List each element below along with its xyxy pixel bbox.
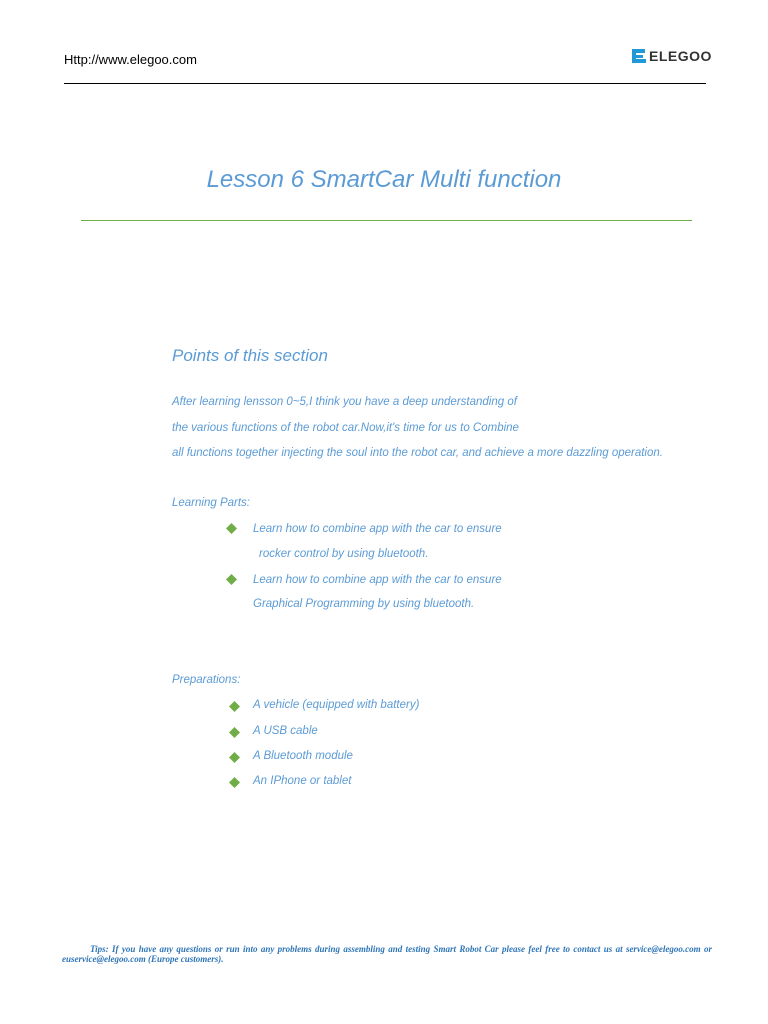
elegoo-logo-icon: [630, 47, 648, 65]
title-divider: [81, 220, 692, 221]
preparation-item: A vehicle (equipped with battery): [253, 699, 420, 711]
learning-part-item-continued: rocker control by using bluetooth.: [259, 548, 429, 560]
logo-text: ELEGOO: [649, 48, 712, 64]
section-heading: Points of this section: [172, 346, 328, 365]
preparations-label: Preparations:: [172, 674, 241, 686]
learning-part-item-continued: Graphical Programming by using bluetooth.: [253, 598, 475, 610]
diamond-bullet-icon: [226, 523, 237, 534]
header-divider: [64, 83, 706, 84]
diamond-bullet-icon: [229, 777, 240, 788]
footer-tips: [62, 944, 712, 964]
diamond-bullet-icon: [229, 727, 240, 738]
preparation-item: An IPhone or tablet: [253, 775, 352, 787]
intro-line: all functions together injecting the soul into the robot car, and achieve a more dazzling operation.: [172, 447, 663, 459]
header-url[interactable]: Http://www.elegoo.com: [64, 52, 197, 67]
learning-part-item: Learn how to combine app with the car to ensure: [253, 523, 502, 535]
learning-part-item: Learn how to combine app with the car to ensure: [253, 574, 502, 586]
diamond-bullet-icon: [229, 752, 240, 763]
page-title: Lesson 6 SmartCar Multi function: [206, 166, 562, 193]
elegoo-logo: [630, 46, 712, 66]
preparation-item: A USB cable: [253, 725, 318, 737]
footer-tips-text: Tips: If you have any questions or run into any problems during assembling and testing Smart Robot Car please feel free to contact us at service@elegoo.com or euservice@elegoo.com (Europe customers).: [62, 944, 712, 964]
intro-line: the various functions of the robot car.Now,it's time for us to Combine: [172, 422, 519, 434]
diamond-bullet-icon: [226, 574, 237, 585]
diamond-bullet-icon: [229, 701, 240, 712]
preparation-item: A Bluetooth module: [253, 750, 353, 762]
learning-parts-label: Learning Parts:: [172, 497, 250, 509]
intro-line: After learning lensson 0~5,I think you have a deep understanding of: [172, 396, 517, 408]
